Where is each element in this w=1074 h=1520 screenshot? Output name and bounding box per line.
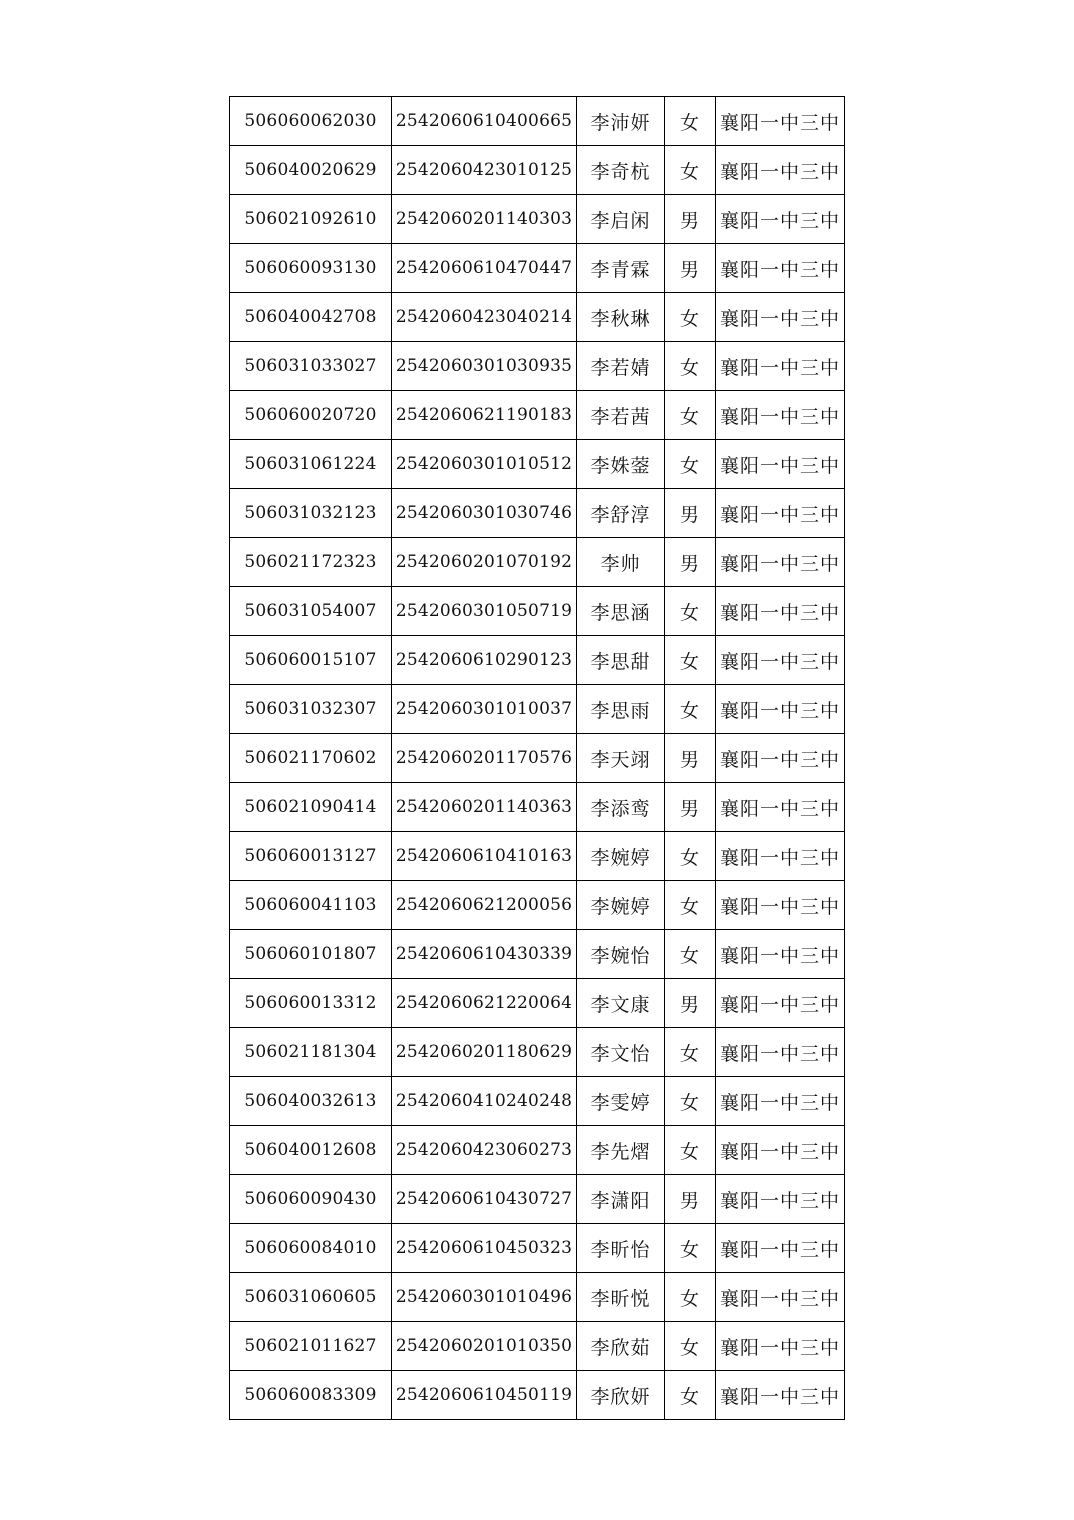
student-name-cell: 李欣茹 <box>577 1322 665 1371</box>
table-row <box>230 391 845 440</box>
gender-cell: 女 <box>665 587 716 636</box>
gender-cell: 女 <box>665 1371 716 1420</box>
table-row <box>230 1175 845 1224</box>
exam-number-cell: 506031061224 <box>230 440 392 489</box>
student-name-cell: 李先熠 <box>577 1126 665 1175</box>
exam-number-cell: 506021170602 <box>230 734 392 783</box>
exam-number-cell: 506031054007 <box>230 587 392 636</box>
registration-number-cell: 2542060301010496 <box>392 1273 577 1322</box>
exam-number-cell: 506060084010 <box>230 1224 392 1273</box>
table-row <box>230 1371 845 1420</box>
school-cell: 襄阳一中三中 <box>716 244 845 293</box>
gender-cell: 女 <box>665 97 716 146</box>
school-cell: 襄阳一中三中 <box>716 293 845 342</box>
table-row <box>230 685 845 734</box>
school-cell: 襄阳一中三中 <box>716 783 845 832</box>
registration-number-cell: 2542060610470447 <box>392 244 577 293</box>
exam-number-cell: 506060101807 <box>230 930 392 979</box>
student-name-cell: 李若婧 <box>577 342 665 391</box>
gender-cell: 男 <box>665 1175 716 1224</box>
school-cell: 襄阳一中三中 <box>716 930 845 979</box>
student-name-cell: 李舒淳 <box>577 489 665 538</box>
gender-cell: 男 <box>665 783 716 832</box>
school-cell: 襄阳一中三中 <box>716 489 845 538</box>
gender-cell: 女 <box>665 146 716 195</box>
registration-number-cell: 2542060610430727 <box>392 1175 577 1224</box>
table-row <box>230 1322 845 1371</box>
school-cell: 襄阳一中三中 <box>716 342 845 391</box>
registration-number-cell: 2542060201070192 <box>392 538 577 587</box>
table-row <box>230 293 845 342</box>
exam-number-cell: 506021090414 <box>230 783 392 832</box>
student-name-cell: 李思涵 <box>577 587 665 636</box>
gender-cell: 女 <box>665 293 716 342</box>
student-name-cell: 李婉怡 <box>577 930 665 979</box>
table-row <box>230 1077 845 1126</box>
gender-cell: 男 <box>665 734 716 783</box>
gender-cell: 男 <box>665 489 716 538</box>
exam-number-cell: 506021092610 <box>230 195 392 244</box>
registration-number-cell: 2542060621190183 <box>392 391 577 440</box>
student-name-cell: 李昕怡 <box>577 1224 665 1273</box>
registration-number-cell: 2542060301030935 <box>392 342 577 391</box>
table-row <box>230 930 845 979</box>
gender-cell: 女 <box>665 1028 716 1077</box>
exam-number-cell: 506031033027 <box>230 342 392 391</box>
gender-cell: 男 <box>665 244 716 293</box>
school-cell: 襄阳一中三中 <box>716 636 845 685</box>
gender-cell: 女 <box>665 685 716 734</box>
school-cell: 襄阳一中三中 <box>716 1175 845 1224</box>
student-name-cell: 李天翊 <box>577 734 665 783</box>
table-row <box>230 832 845 881</box>
school-cell: 襄阳一中三中 <box>716 1077 845 1126</box>
gender-cell: 女 <box>665 1273 716 1322</box>
exam-number-cell: 506060013127 <box>230 832 392 881</box>
table-row <box>230 1028 845 1077</box>
student-name-cell: 李昕悦 <box>577 1273 665 1322</box>
table-row <box>230 97 845 146</box>
exam-number-cell: 506060020720 <box>230 391 392 440</box>
registration-number-cell: 2542060610290123 <box>392 636 577 685</box>
student-name-cell: 李欣妍 <box>577 1371 665 1420</box>
table-row <box>230 244 845 293</box>
registration-number-cell: 2542060410240248 <box>392 1077 577 1126</box>
table-row <box>230 489 845 538</box>
registration-number-cell: 2542060610410163 <box>392 832 577 881</box>
exam-number-cell: 506040032613 <box>230 1077 392 1126</box>
exam-number-cell: 506060083309 <box>230 1371 392 1420</box>
registration-number-cell: 2542060621200056 <box>392 881 577 930</box>
exam-number-cell: 506060041103 <box>230 881 392 930</box>
student-name-cell: 李帅 <box>577 538 665 587</box>
registration-number-cell: 2542060423060273 <box>392 1126 577 1175</box>
table-row <box>230 1224 845 1273</box>
exam-number-cell: 506021011627 <box>230 1322 392 1371</box>
student-name-cell: 李文康 <box>577 979 665 1028</box>
school-cell: 襄阳一中三中 <box>716 1322 845 1371</box>
table-row <box>230 342 845 391</box>
school-cell: 襄阳一中三中 <box>716 1028 845 1077</box>
gender-cell: 男 <box>665 979 716 1028</box>
table-row <box>230 538 845 587</box>
registration-number-cell: 2542060610450119 <box>392 1371 577 1420</box>
exam-number-cell: 506021181304 <box>230 1028 392 1077</box>
student-name-cell: 李秋琳 <box>577 293 665 342</box>
registration-number-cell: 2542060201010350 <box>392 1322 577 1371</box>
student-list-table <box>229 96 845 1420</box>
gender-cell: 女 <box>665 881 716 930</box>
school-cell: 襄阳一中三中 <box>716 832 845 881</box>
table-body <box>230 97 845 1420</box>
exam-number-cell: 506040012608 <box>230 1126 392 1175</box>
gender-cell: 女 <box>665 832 716 881</box>
table-row <box>230 440 845 489</box>
registration-number-cell: 2542060610430339 <box>392 930 577 979</box>
registration-number-cell: 2542060423040214 <box>392 293 577 342</box>
student-name-cell: 李若茜 <box>577 391 665 440</box>
table-row <box>230 587 845 636</box>
student-name-cell: 李添鸾 <box>577 783 665 832</box>
gender-cell: 女 <box>665 342 716 391</box>
gender-cell: 男 <box>665 538 716 587</box>
student-name-cell: 李启闲 <box>577 195 665 244</box>
table-row <box>230 146 845 195</box>
school-cell: 襄阳一中三中 <box>716 734 845 783</box>
school-cell: 襄阳一中三中 <box>716 1371 845 1420</box>
table-row <box>230 195 845 244</box>
school-cell: 襄阳一中三中 <box>716 195 845 244</box>
school-cell: 襄阳一中三中 <box>716 881 845 930</box>
exam-number-cell: 506060015107 <box>230 636 392 685</box>
gender-cell: 女 <box>665 930 716 979</box>
exam-number-cell: 506060013312 <box>230 979 392 1028</box>
school-cell: 襄阳一中三中 <box>716 1224 845 1273</box>
table-row <box>230 734 845 783</box>
registration-number-cell: 2542060201140363 <box>392 783 577 832</box>
gender-cell: 女 <box>665 391 716 440</box>
exam-number-cell: 506021172323 <box>230 538 392 587</box>
table-row <box>230 881 845 930</box>
school-cell: 襄阳一中三中 <box>716 979 845 1028</box>
student-name-cell: 李青霖 <box>577 244 665 293</box>
registration-number-cell: 2542060201140303 <box>392 195 577 244</box>
gender-cell: 女 <box>665 440 716 489</box>
school-cell: 襄阳一中三中 <box>716 1126 845 1175</box>
registration-number-cell: 2542060301030746 <box>392 489 577 538</box>
gender-cell: 女 <box>665 636 716 685</box>
school-cell: 襄阳一中三中 <box>716 587 845 636</box>
exam-number-cell: 506060090430 <box>230 1175 392 1224</box>
student-name-cell: 李姝蓥 <box>577 440 665 489</box>
exam-number-cell: 506060093130 <box>230 244 392 293</box>
registration-number-cell: 2542060610400665 <box>392 97 577 146</box>
school-cell: 襄阳一中三中 <box>716 538 845 587</box>
gender-cell: 女 <box>665 1126 716 1175</box>
exam-number-cell: 506060062030 <box>230 97 392 146</box>
table-row <box>230 979 845 1028</box>
student-name-cell: 李婉婷 <box>577 832 665 881</box>
school-cell: 襄阳一中三中 <box>716 1273 845 1322</box>
registration-number-cell: 2542060301010512 <box>392 440 577 489</box>
registration-number-cell: 2542060201170576 <box>392 734 577 783</box>
registration-number-cell: 2542060301050719 <box>392 587 577 636</box>
student-name-cell: 李文怡 <box>577 1028 665 1077</box>
school-cell: 襄阳一中三中 <box>716 685 845 734</box>
student-name-cell: 李思雨 <box>577 685 665 734</box>
table-row <box>230 783 845 832</box>
table-row <box>230 1273 845 1322</box>
registration-number-cell: 2542060423010125 <box>392 146 577 195</box>
gender-cell: 女 <box>665 1077 716 1126</box>
registration-number-cell: 2542060621220064 <box>392 979 577 1028</box>
exam-number-cell: 506031032307 <box>230 685 392 734</box>
student-name-cell: 李奇杭 <box>577 146 665 195</box>
school-cell: 襄阳一中三中 <box>716 391 845 440</box>
student-name-cell: 李婉婷 <box>577 881 665 930</box>
school-cell: 襄阳一中三中 <box>716 440 845 489</box>
student-name-cell: 李沛妍 <box>577 97 665 146</box>
exam-number-cell: 506031032123 <box>230 489 392 538</box>
gender-cell: 男 <box>665 195 716 244</box>
student-name-cell: 李思甜 <box>577 636 665 685</box>
exam-number-cell: 506031060605 <box>230 1273 392 1322</box>
exam-number-cell: 506040020629 <box>230 146 392 195</box>
table-row <box>230 636 845 685</box>
gender-cell: 女 <box>665 1322 716 1371</box>
registration-number-cell: 2542060301010037 <box>392 685 577 734</box>
table-row <box>230 1126 845 1175</box>
registration-number-cell: 2542060201180629 <box>392 1028 577 1077</box>
student-name-cell: 李雯婷 <box>577 1077 665 1126</box>
registration-number-cell: 2542060610450323 <box>392 1224 577 1273</box>
school-cell: 襄阳一中三中 <box>716 97 845 146</box>
school-cell: 襄阳一中三中 <box>716 146 845 195</box>
exam-number-cell: 506040042708 <box>230 293 392 342</box>
student-name-cell: 李潇阳 <box>577 1175 665 1224</box>
gender-cell: 女 <box>665 1224 716 1273</box>
